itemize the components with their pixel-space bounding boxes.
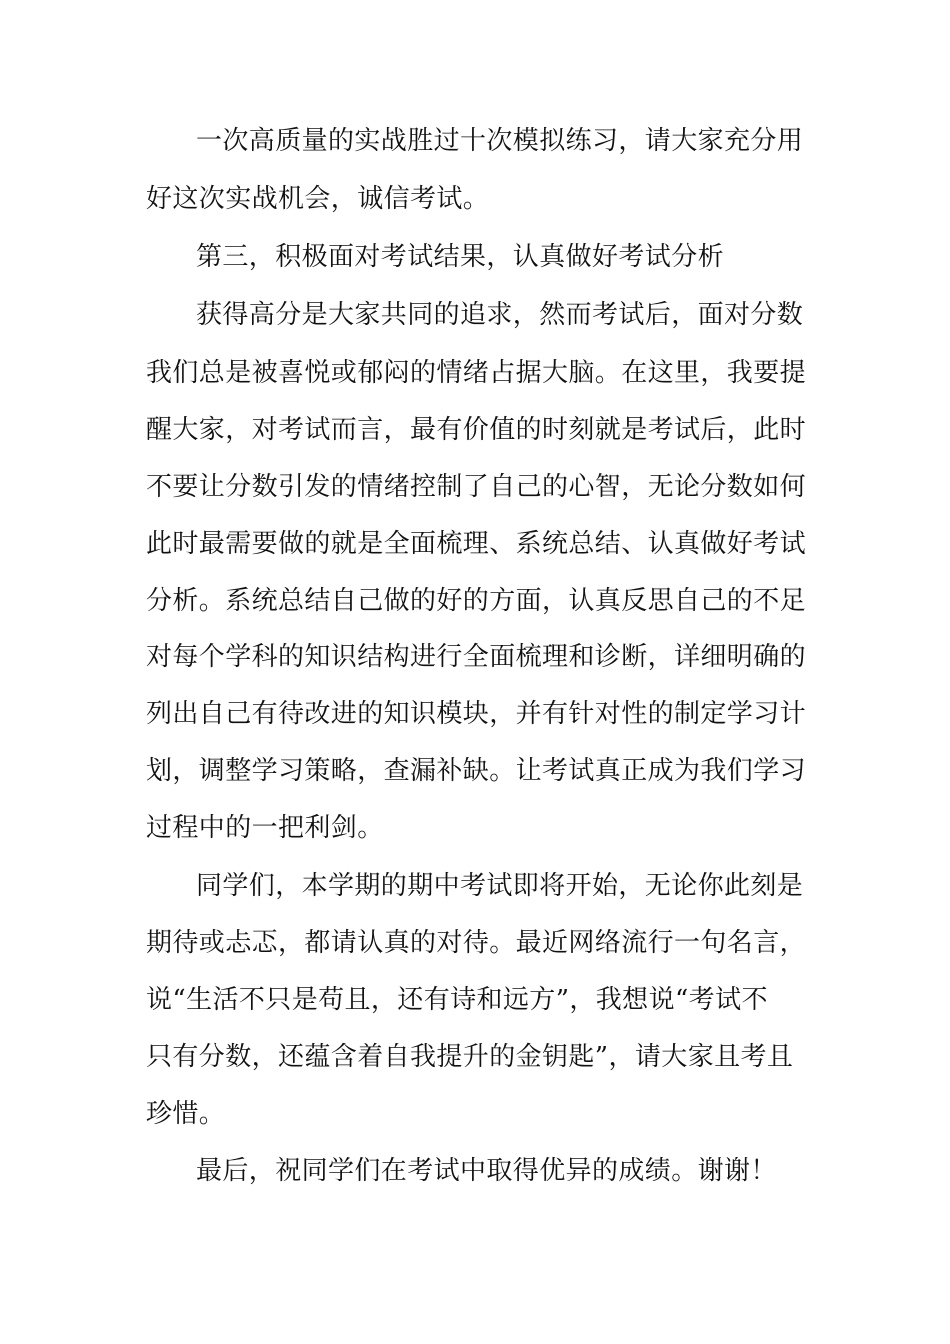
text-line: 珍惜。 (146, 1099, 226, 1129)
closing-line: 最后，祝同学们在考试中取得优异的成绩。谢谢！ (196, 1156, 777, 1186)
text-line: 对每个学科的知识结构进行全面梳理和诊断，详细明确的 (146, 642, 807, 672)
text-line: 醒大家，对考试而言，最有价值的时刻就是考试后，此时 (146, 415, 807, 445)
text-line: 一次高质量的实战胜过十次模拟练习，请大家充分用 (196, 126, 804, 156)
text-line: 好这次实战机会，诚信考试。 (146, 184, 490, 214)
text-line: 同学们，本学期的期中考试即将开始，无论你此刻是 (196, 871, 804, 901)
section-heading: 第三，积极面对考试结果，认真做好考试分析 (196, 242, 725, 272)
text-line: 不要让分数引发的情绪控制了自己的心智，无论分数如何 (146, 472, 807, 502)
text-line: 此时最需要做的就是全面梳理、系统总结、认真做好考试 (146, 529, 807, 559)
text-line: 分析。系统总结自己做的好的方面，认真反思自己的不足 (146, 586, 807, 616)
text-line: 期待或忐忑，都请认真的对待。最近网络流行一句名言， (146, 928, 807, 958)
text-line: 只有分数，还蕴含着自我提升的金钥匙”，请大家且考且 (146, 1042, 794, 1072)
text-line: 说“生活不只是苟且，还有诗和远方”，我想说“考试不 (146, 985, 768, 1015)
text-line: 过程中的一把利剑。 (146, 813, 384, 843)
text-line: 划，调整学习策略，查漏补缺。让考试真正成为我们学习 (146, 756, 807, 786)
text-line: 列出自己有待改进的知识模块，并有针对性的制定学习计 (146, 699, 807, 729)
text-line: 获得高分是大家共同的追求，然而考试后，面对分数 (196, 300, 804, 330)
text-line: 我们总是被喜悦或郁闷的情绪占据大脑。在这里，我要提 (146, 358, 807, 388)
